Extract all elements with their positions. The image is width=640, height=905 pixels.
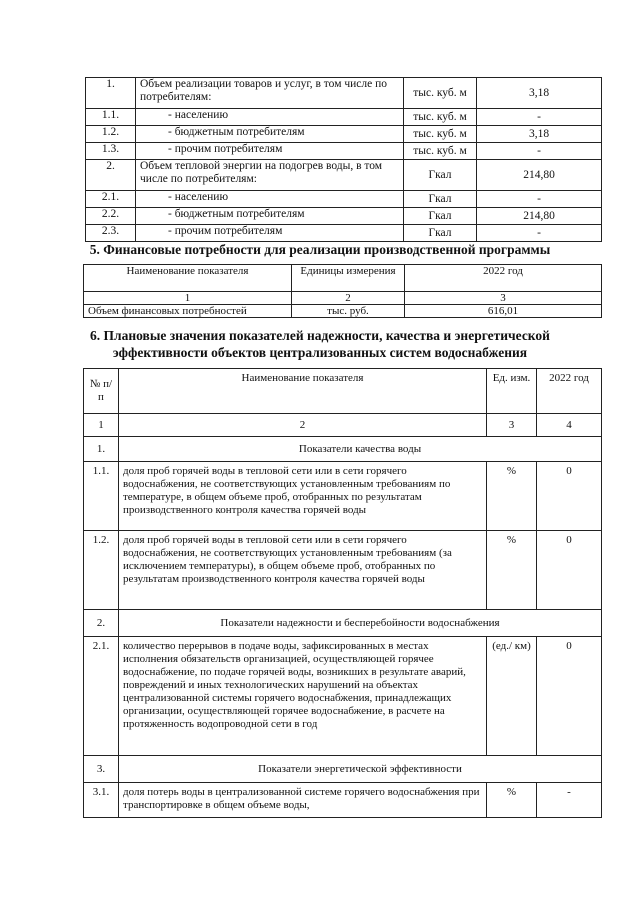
row-text: доля проб горячей воды в тепловой сети или в сети горячего водоснабжения, не соответствующих установленным требованиям (за исключением температуры), в общем объеме проб, отобранных по результатам производственного контроля качества горячей воды	[119, 531, 487, 610]
row-num: 1.1.	[84, 462, 119, 531]
row-value: 214,80	[477, 208, 602, 225]
row-name: Объем тепловой энергии на подогрев воды, в том числе по потребителям:	[136, 160, 404, 191]
row-num: 1.2.	[86, 126, 136, 143]
section-row-reliability	[84, 610, 602, 637]
column-number-row	[84, 414, 602, 437]
row-value: -	[477, 143, 602, 160]
row-name: Объем финансовых потребностей	[84, 305, 292, 318]
col-number: 1	[84, 292, 292, 305]
row-name: - бюджетным потребителям	[136, 208, 404, 225]
row-value: -	[537, 783, 602, 818]
table-row	[86, 160, 602, 191]
row-unit: Гкал	[404, 191, 477, 208]
row-name: - бюджетным потребителям	[136, 126, 404, 143]
col-header-year: 2022 год	[537, 369, 602, 414]
table-header-row	[84, 369, 602, 414]
row-value: 214,80	[477, 160, 602, 191]
row-value: 0	[537, 531, 602, 610]
row-num: 1.	[86, 78, 136, 109]
row-unit: тыс. куб. м	[404, 109, 477, 126]
col-header-unit: Ед. изм.	[487, 369, 537, 414]
col-number: 2	[119, 414, 487, 437]
row-num: 1.3.	[86, 143, 136, 160]
table-row	[86, 191, 602, 208]
section-title: Показатели надежности и бесперебойности водоснабжения	[119, 610, 602, 637]
col-number: 1	[84, 414, 119, 437]
table-row	[86, 208, 602, 225]
column-number-row	[84, 292, 602, 305]
row-unit: Гкал	[404, 225, 477, 242]
col-number: 2	[292, 292, 405, 305]
row-unit: тыс. руб.	[292, 305, 405, 318]
col-number: 3	[487, 414, 537, 437]
table-row	[84, 637, 602, 756]
row-num: 2.2.	[86, 208, 136, 225]
table-row	[84, 531, 602, 610]
row-num: 3.1.	[84, 783, 119, 818]
row-text: доля потерь воды в централизованной системе горячего водоснабжения при транспортировке в общем объеме воды,	[119, 783, 487, 818]
row-name: - населению	[136, 109, 404, 126]
row-unit: (ед./ км)	[487, 637, 537, 756]
col-header-name: Наименование показателя	[119, 369, 487, 414]
section-num: 2.	[84, 610, 119, 637]
table-row	[84, 462, 602, 531]
table-row	[84, 305, 602, 318]
row-value: 0	[537, 637, 602, 756]
row-value: -	[477, 225, 602, 242]
section-row-quality	[84, 437, 602, 462]
row-unit: %	[487, 783, 537, 818]
col-header-unit: Единицы измерения	[292, 265, 405, 292]
reliability-indicators-table	[83, 368, 602, 818]
row-num: 2.	[86, 160, 136, 191]
table-row	[86, 126, 602, 143]
table-row	[84, 783, 602, 818]
section-title: Показатели энергетической эффективности	[119, 756, 602, 783]
financial-needs-table	[83, 264, 602, 318]
row-value: 0	[537, 462, 602, 531]
row-value: -	[477, 109, 602, 126]
row-unit: тыс. куб. м	[404, 126, 477, 143]
row-num: 2.1.	[84, 637, 119, 756]
section-row-energy	[84, 756, 602, 783]
table-header-row	[84, 265, 602, 292]
row-name: Объем реализации товаров и услуг, в том числе по потребителям:	[136, 78, 404, 109]
row-value: 616,01	[405, 305, 602, 318]
row-text: доля проб горячей воды в тепловой сети или в сети горячего водоснабжения, не соответствующих установленным требованиям по температуре, в общем объеме проб, отобранных по результатам производственного контроля качества горячей воды	[119, 462, 487, 531]
section-num: 3.	[84, 756, 119, 783]
row-value: 3,18	[477, 78, 602, 109]
col-header-num: № п/п	[84, 369, 119, 414]
section-title: Показатели качества воды	[119, 437, 602, 462]
row-name: - прочим потребителям	[136, 143, 404, 160]
row-unit: Гкал	[404, 160, 477, 191]
col-number: 4	[537, 414, 602, 437]
row-name: - прочим потребителям	[136, 225, 404, 242]
section-num: 1.	[84, 437, 119, 462]
row-unit: %	[487, 462, 537, 531]
table-row	[86, 109, 602, 126]
production-volume-table	[85, 77, 602, 242]
section-5-title: 5. Финансовые потребности для реализации производственной программы	[89, 242, 551, 257]
row-num: 1.2.	[84, 531, 119, 610]
row-value: 3,18	[477, 126, 602, 143]
section-6-title-line1: 6. Плановые значения показателей надежности, качества и энергетической	[90, 328, 550, 343]
row-text: количество перерывов в подаче воды, зафиксированных в местах исполнения обязательств организацией, осуществляющей горячее водоснабжение, по подаче горячей воды, возникших в результате аварий, повреждений и иных технологических нарушений на объектах централизованной системы горячего водоснабжения, принадлежащих организации, осуществляющей горячее водоснабжение, в расчете на протяженность водопроводной сети в год	[119, 637, 487, 756]
production-volume-table-body	[86, 78, 602, 242]
col-header-name: Наименование показателя	[84, 265, 292, 292]
table-row	[86, 78, 602, 109]
row-num: 2.3.	[86, 225, 136, 242]
section-6-title-line2: эффективности объектов централизованных систем водоснабжения	[112, 345, 528, 360]
row-unit: тыс. куб. м	[404, 78, 477, 109]
row-value: -	[477, 191, 602, 208]
row-num: 2.1.	[86, 191, 136, 208]
row-unit: Гкал	[404, 208, 477, 225]
table-row	[86, 225, 602, 242]
col-number: 3	[405, 292, 602, 305]
table-row	[86, 143, 602, 160]
col-header-year: 2022 год	[405, 265, 602, 292]
row-num: 1.1.	[86, 109, 136, 126]
row-name: - населению	[136, 191, 404, 208]
row-unit: %	[487, 531, 537, 610]
row-unit: тыс. куб. м	[404, 143, 477, 160]
section-6-title	[0, 327, 640, 361]
